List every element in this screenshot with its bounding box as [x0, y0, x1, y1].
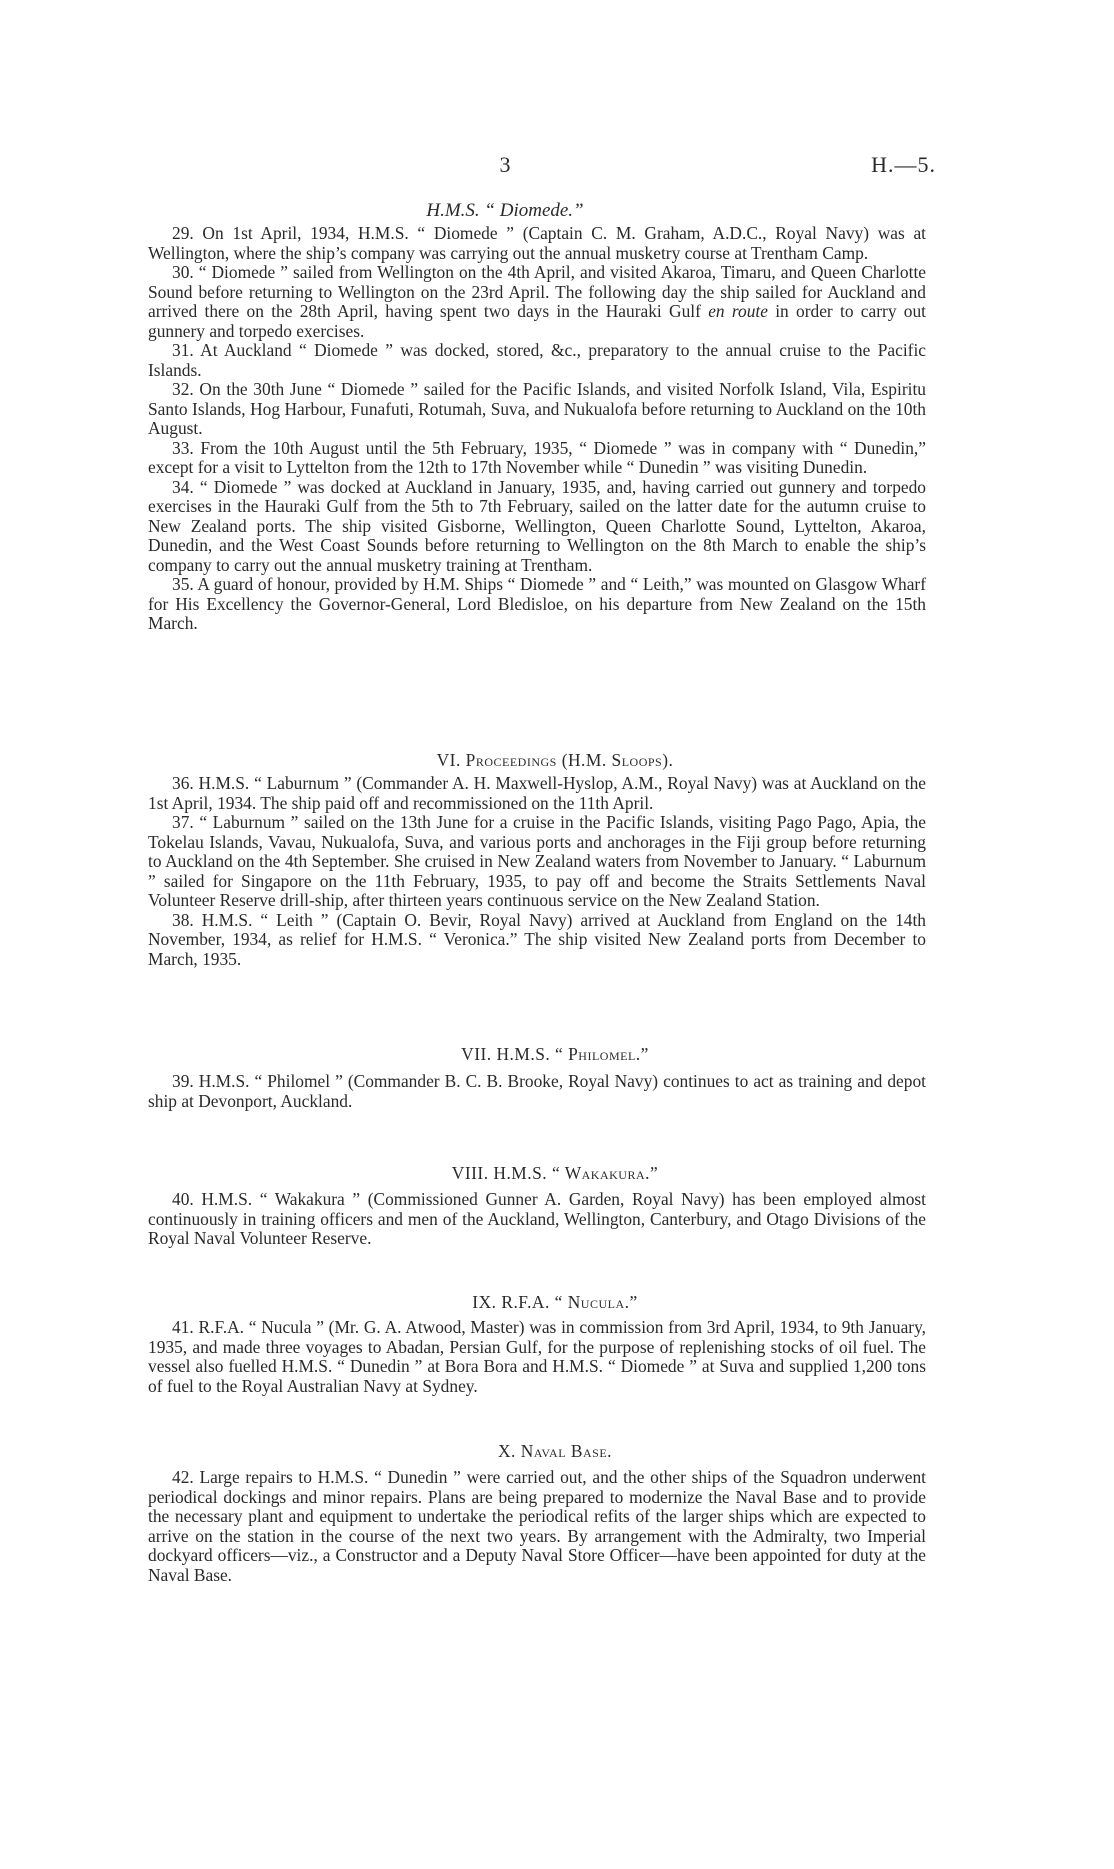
paragraph-42: 42. Large repairs to H.M.S. “ Dunedin ” were carried out, and the other ships of the Squadron underwent periodical dockings and minor repairs. Plans are being prepared to modernize the Naval Base and to provide the necessary plant and equipment to undertake the periodical refits of the larger ships which are expected to arrive on the station in the course of the next two years. By arrangement with the Admiralty, two Imperial dockyard officers—viz., a Constructor and a Deputy Naval Store Officer—have been appointed for duty at the Naval Base.: [148, 1467, 926, 1585]
section-heading-nucula: IX. R.F.A. “ Nucula.”: [472, 1292, 638, 1312]
paragraph-35: 35. A guard of honour, provided by H.M. Ships “ Diomede ” and “ Leith,” was mounted on Glasgow Wharf for His Excellency the Governor-General, Lord Bledisloe, on his departure from New Zealand on the 15th March.: [148, 574, 926, 633]
section-naval-base: [148, 1468, 926, 1585]
section-nucula: [148, 1318, 926, 1396]
section-sloops: [148, 774, 926, 969]
section-heading-philomel: VII. H.M.S. “ Philomel.”: [461, 1044, 649, 1064]
section-heading-wakakura: VIII. H.M.S. “ Wakakura.”: [451, 1163, 659, 1183]
paragraph-36: 36. H.M.S. “ Laburnum ” (Commander A. H. Maxwell-Hyslop, A.M., Royal Navy) was at Auckland on the 1st April, 1934. The ship paid off and recommissioned on the 11th April.: [148, 773, 926, 813]
paragraph-31: 31. At Auckland “ Diomede ” was docked, stored, &c., preparatory to the annual cruise to the Pacific Islands.: [148, 340, 926, 380]
document-reference: H.—5.: [871, 152, 936, 177]
section-diomede: [148, 224, 926, 634]
paragraph-39: 39. H.M.S. “ Philomel ” (Commander B. C. B. Brooke, Royal Navy) continues to act as training and depot ship at Devonport, Auckland.: [148, 1071, 926, 1111]
paragraph-30: 30. “ Diomede ” sailed from Wellington on the 4th April, and visited Akaroa, Timaru, and Queen Charlotte Sound before returning to Wellington on the 23rd April. The following day the ship sailed for Auckland and arrived there on the 28th April, having spent two days in the Hauraki Gulf en route in order to carry out gunnery and torpedo exercises.: [148, 262, 927, 341]
section-wakakura: [148, 1190, 926, 1249]
paragraph-37: 37. “ Laburnum ” sailed on the 13th June for a cruise in the Pacific Islands, visiting Pago Pago, Apia, the Tokelau Islands, Vavau, Nukualofa, Suva, and various ports and anchorages in the Fiji group before returning to Auckland on the 4th September. She cruised in New Zealand waters from November to January. “ Laburnum ” sailed for Singapore on the 11th February, 1935, to pay off and become the Straits Settlements Naval Volunteer Reserve drill-ship, after thirteen years continuous service on the New Zealand Station.: [148, 812, 926, 910]
paragraph-38: 38. H.M.S. “ Leith ” (Captain O. Bevir, Royal Navy) arrived at Auckland from England on the 14th November, 1934, as relief for H.M.S. “ Veronica.” The ship visited New Zealand ports from December to March, 1935.: [148, 909, 926, 969]
paragraph-34: 34. “ Diomede ” was docked at Auckland in January, 1935, and, having carried out gunnery and torpedo exercises in the Hauraki Gulf from the 5th to 7th February, sailed on the latter date for the autumn cruise to New Zealand ports. The ship visited Gisborne, Wellington, Queen Charlotte Sound, Lyttelton, Akaroa, Dunedin, and the West Coast Sounds before returning to Wellington on the 8th March to enable the ship’s company to carry out the annual musketry training at Trentham.: [148, 476, 926, 575]
paragraph-33: 33. From the 10th August until the 5th February, 1935, “ Diomede ” was in company with “ Dunedin,” except for a visit to Lyttelton from the 12th to 17th November while “ Dunedin ” was visiting Dunedin.: [148, 437, 926, 477]
paragraph-41: 41. R.F.A. “ Nucula ” (Mr. G. A. Atwood, Master) was in commission from 3rd April, 1934, to 9th January, 1935, and made three voyages to Abadan, Persian Gulf, for the purpose of replenishing stocks of oil fuel. The vessel also fuelled H.M.S. “ Dunedin ” at Bora Bora and H.M.S. “ Diomede ” at Suva and supplied 1,200 tons of fuel to the Royal Australian Navy at Sydney.: [148, 1317, 926, 1396]
paragraph-32: 32. On the 30th June “ Diomede ” sailed for the Pacific Islands, and visited Norfolk Island, Vila, Espiritu Santo Islands, Hog Harbour, Funafuti, Rotumah, Suva, and Nukualofa before returning to Auckland on the 10th August.: [148, 379, 926, 438]
section-heading-diomede: H.M.S. “ Diomede.”: [426, 200, 584, 221]
paragraph-29: 29. On 1st April, 1934, H.M.S. “ Diomede ” (Captain C. M. Graham, A.D.C., Royal Navy) was at Wellington, where the ship’s company was carrying out the annual musketry course at Trentham Camp.: [148, 223, 926, 263]
section-heading-sloops: VI. Proceedings (H.M. Sloops).: [436, 750, 674, 770]
paragraph-40: 40. H.M.S. “ Wakakura ” (Commissioned Gunner A. Garden, Royal Navy) has been employed almost continuously in training officers and men of the Auckland, Wellington, Canterbury, and Otago Divisions of the Royal Naval Volunteer Reserve.: [148, 1189, 926, 1248]
section-heading-naval-base: X. Naval Base.: [497, 1441, 612, 1461]
section-philomel: [148, 1072, 926, 1111]
page-number: 3: [499, 152, 511, 177]
